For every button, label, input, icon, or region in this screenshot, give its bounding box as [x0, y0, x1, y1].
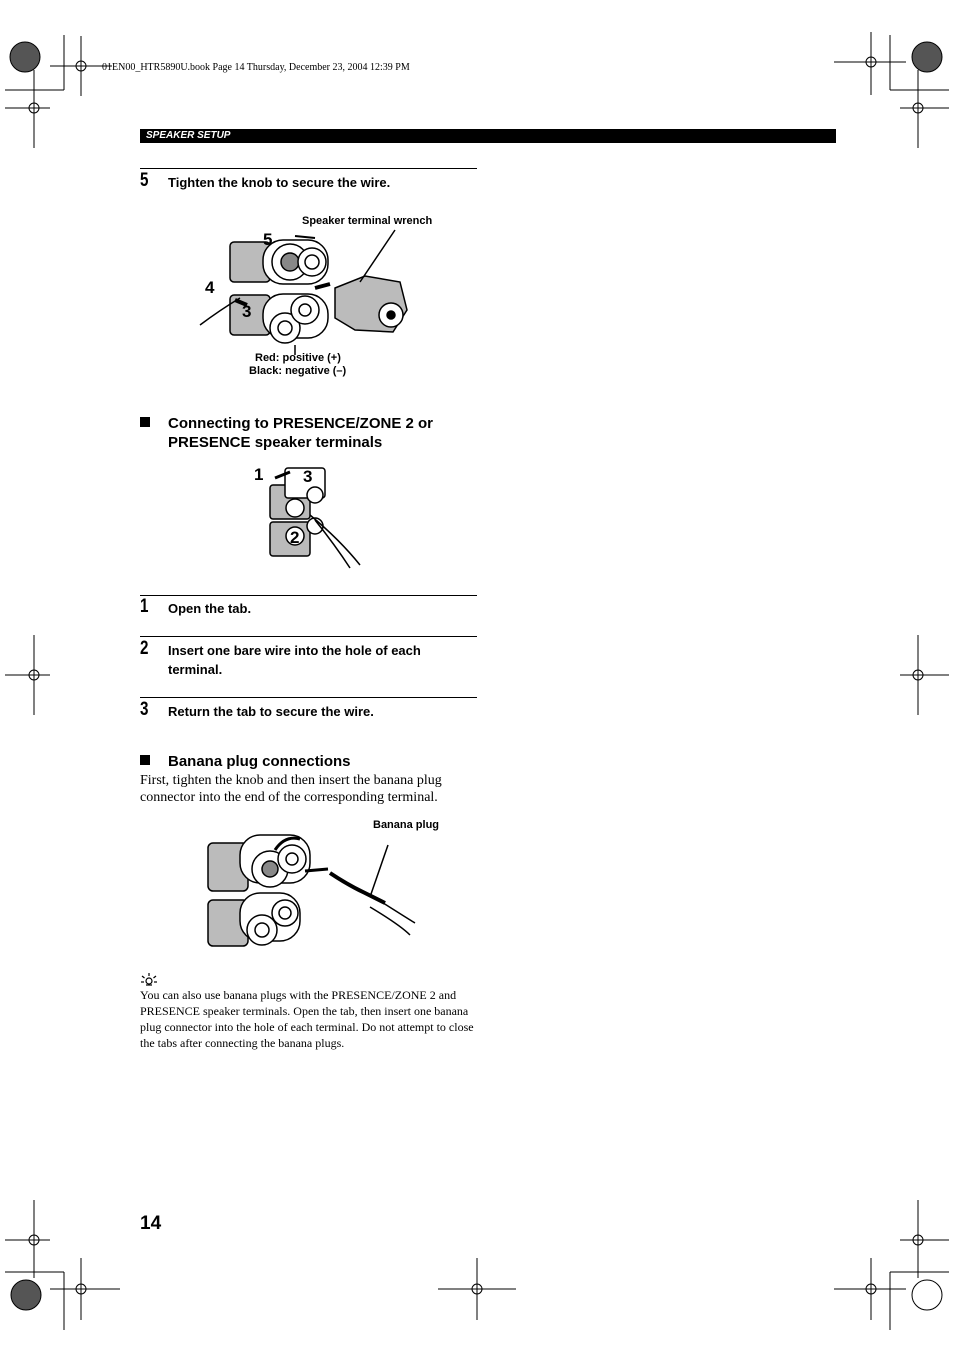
step-text: Tighten the knob to secure the wire.	[168, 175, 391, 190]
wrench-label: Speaker terminal wrench	[302, 215, 433, 227]
presence-heading	[140, 414, 434, 451]
section-header	[140, 129, 836, 143]
note-text: You can also use banana plugs with the PRESENCE/ZONE 2 and PRESENCE speaker terminals. Open the tab, then insert one banana plug connector into the hole of each terminal. Do not attempt to close the tabs after connecting the banana plugs.	[140, 988, 474, 1050]
fig1-mark-4: 4	[205, 278, 215, 297]
fig1-mark-5: 5	[263, 230, 273, 249]
red-label: Red: positive (+)	[255, 352, 341, 364]
presence-heading-text: Connecting to PRESENCE/ZONE 2 or PRESENCE speaker terminals	[168, 415, 434, 451]
section-title: SPEAKER SETUP	[146, 130, 231, 141]
fig1-mark-3: 3	[242, 302, 252, 321]
step-number: 1	[140, 596, 149, 617]
step-text: Open the tab.	[168, 601, 252, 616]
step-text: Return the tab to secure the wire.	[168, 704, 374, 719]
fig2-mark-3: 3	[303, 467, 313, 486]
divider	[140, 168, 477, 169]
step-number: 3	[140, 699, 149, 720]
tip-icon	[140, 972, 158, 988]
step-number: 5	[140, 170, 149, 191]
step-text: Insert one bare wire into the hole of each terminal.	[168, 643, 421, 677]
banana-body: First, tighten the knob and then insert the banana plug connector into the end of the corresponding terminal.	[140, 773, 442, 805]
bullet-square-icon	[140, 417, 150, 427]
file-info: 01EN00_HTR5890U.book Page 14 Thursday, December 23, 2004 12:39 PM	[102, 62, 410, 73]
bullet-square-icon	[140, 755, 150, 765]
banana-label: Banana plug	[373, 819, 440, 831]
fig2-mark-1: 1	[254, 465, 264, 484]
divider	[140, 697, 477, 698]
banana-heading-text: Banana plug connections	[168, 753, 351, 770]
presence-terminal-illustration	[250, 460, 370, 570]
page-number: 14	[140, 1213, 162, 1234]
banana-plug-illustration	[200, 825, 460, 955]
fig2-mark-2: 2	[290, 528, 300, 547]
black-label: Black: negative (–)	[249, 365, 347, 377]
divider	[140, 636, 477, 637]
banana-heading	[140, 752, 351, 771]
step-number: 2	[140, 638, 149, 659]
divider	[140, 595, 477, 596]
